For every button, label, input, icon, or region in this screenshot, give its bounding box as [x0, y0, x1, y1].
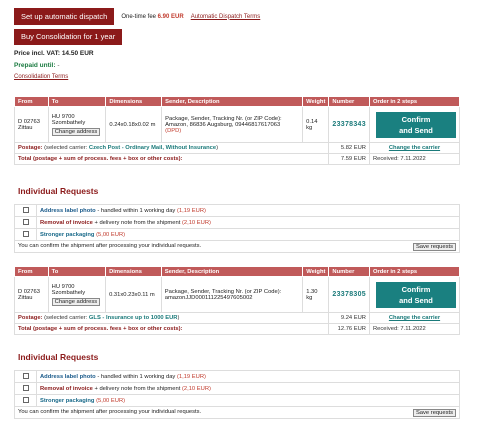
- to-cell: [48, 277, 105, 313]
- price-incl-vat: [14, 50, 94, 57]
- col-sender-description: Sender, Description: [161, 267, 302, 277]
- address-label-photo-checkbox[interactable]: [23, 207, 29, 213]
- col-from: From: [15, 97, 49, 107]
- postage-selected-label: (selected carrier:: [44, 145, 88, 151]
- carrier-name: GLS - Insurance up to 1000 EUR: [88, 315, 178, 321]
- individual-requests-title: Individual Requests: [18, 186, 99, 196]
- weight-value: 1.30: [306, 288, 318, 295]
- to-zip: HU 9700: [51, 283, 75, 290]
- from-city: Zittau: [18, 124, 33, 131]
- confirm-and-send-button[interactable]: [376, 282, 456, 308]
- requests-footer-row: [15, 241, 460, 253]
- shipment-table-1: [14, 96, 460, 165]
- request-price: (5,00 EUR): [96, 231, 126, 238]
- total-row: [15, 154, 460, 165]
- checkbox-cell: [15, 383, 37, 395]
- requests-footer: [15, 241, 460, 253]
- to-city: Szombathely: [51, 119, 86, 126]
- request-name: Removal of invoice: [40, 219, 93, 226]
- col-from: From: [15, 267, 49, 277]
- total-amount: 7.59 EUR: [329, 154, 370, 165]
- automatic-dispatch-terms-link[interactable]: Automatic Dispatch Terms: [190, 13, 261, 20]
- fee-label: One-time fee: [121, 13, 156, 20]
- description-cell: [161, 277, 302, 313]
- request-name: Address label photo: [40, 373, 96, 380]
- request-price: (1,19 EUR): [176, 373, 206, 380]
- request-text: + delivery note from the shipment: [92, 385, 182, 392]
- request-price: (1,19 EUR): [176, 207, 206, 214]
- request-name: Stronger packaging: [40, 231, 95, 238]
- stronger-packaging-checkbox[interactable]: [23, 397, 29, 403]
- col-number: Number: [329, 97, 370, 107]
- received-date: Received: 7.11.2022: [370, 154, 460, 165]
- prepaid-value: -: [57, 62, 60, 69]
- request-text: - handled within 1 working day: [95, 373, 177, 380]
- prepaid-label: Prepaid until:: [14, 62, 56, 69]
- col-dimensions: Dimensions: [106, 97, 162, 107]
- buy-consolidation-button[interactable]: Buy Consolidation for 1 year: [14, 29, 122, 45]
- confirm-label: Confirm: [401, 114, 431, 124]
- change-address-button[interactable]: Change address: [52, 128, 101, 136]
- save-requests-button[interactable]: Save requests: [413, 409, 456, 417]
- col-order: Order in 2 steps: [370, 267, 460, 277]
- shipment-table-2: [14, 266, 460, 335]
- weight-unit: kg: [306, 294, 313, 301]
- postage-cell: [15, 143, 329, 154]
- postage-row: [15, 143, 460, 154]
- price-label: Price incl. VAT:: [14, 50, 60, 57]
- requests-table-2: [14, 370, 460, 419]
- request-row: [15, 383, 460, 395]
- prepaid-until: [14, 62, 60, 69]
- order-cell: [370, 277, 460, 313]
- setup-automatic-dispatch-button[interactable]: Set up automatic dispatch: [14, 8, 114, 25]
- change-carrier-cell: [370, 313, 460, 324]
- postage-selected-label: (selected carrier:: [44, 315, 88, 321]
- request-name: Stronger packaging: [40, 397, 95, 404]
- col-dimensions: Dimensions: [106, 267, 162, 277]
- request-text: + delivery note from the shipment: [92, 219, 182, 226]
- col-to: To: [48, 267, 105, 277]
- total-label: Total (postage + sum of process. fees + box or other costs):: [15, 154, 329, 165]
- change-carrier-link[interactable]: Change the carrier: [388, 315, 441, 321]
- col-number: Number: [329, 267, 370, 277]
- col-sender-description: Sender, Description: [162, 97, 303, 107]
- change-address-button[interactable]: Change address: [52, 298, 101, 306]
- request-row: [15, 205, 460, 217]
- shipment-number: 23378343: [329, 107, 370, 143]
- requests-table-1: [14, 204, 460, 253]
- description-line-1: Package, Sender, Tracking Nr. (or ZIP Code):: [164, 288, 282, 295]
- request-row: [15, 395, 460, 407]
- postage-close: ): [177, 315, 180, 321]
- checkbox-cell: [15, 205, 37, 217]
- request-name: Address label photo: [40, 207, 96, 214]
- removal-of-invoice-checkbox[interactable]: [23, 385, 29, 391]
- send-label: and Send: [399, 295, 433, 305]
- description-line-3: (DPD): [165, 127, 182, 134]
- shipment-row: [15, 107, 460, 143]
- checkbox-cell: [15, 395, 37, 407]
- to-city: Szombathely: [51, 289, 86, 296]
- request-row: [15, 229, 460, 241]
- request-label: [37, 217, 460, 229]
- description-line-2: Amazon, 86836 Augsburg, 09446817617063: [165, 121, 281, 128]
- change-carrier-link[interactable]: Change the carrier: [388, 145, 441, 151]
- shipment-row: [15, 277, 460, 313]
- col-weight: Weight: [303, 267, 329, 277]
- request-label: [37, 229, 460, 241]
- col-weight: Weight: [303, 97, 329, 107]
- weight-unit: kg: [306, 124, 313, 131]
- price-value: 14.50 EUR: [61, 50, 94, 57]
- request-row: [15, 371, 460, 383]
- postage-cell: [15, 313, 329, 324]
- change-carrier-cell: [370, 143, 460, 154]
- checkbox-cell: [15, 217, 37, 229]
- removal-of-invoice-checkbox[interactable]: [23, 219, 29, 225]
- total-label: Total (postage + sum of process. fees + box or other costs):: [15, 324, 329, 335]
- weight-value: 0.14: [306, 118, 318, 125]
- request-name: Removal of invoice: [40, 385, 93, 392]
- requests-footer-row: [15, 407, 460, 419]
- stronger-packaging-checkbox[interactable]: [23, 231, 29, 237]
- request-label: [37, 205, 460, 217]
- weight-cell: [303, 277, 329, 313]
- shipment-number: 23378305: [329, 277, 370, 313]
- weight-cell: [303, 107, 329, 143]
- to-zip: HU 9700: [51, 113, 75, 120]
- to-cell: [48, 107, 106, 143]
- from-zip: D 02763: [18, 118, 40, 125]
- total-row: [15, 324, 460, 335]
- fee-value: 6.90 EUR: [157, 13, 184, 20]
- request-price: (2,10 EUR): [181, 219, 211, 226]
- request-row: [15, 217, 460, 229]
- request-price: (5,00 EUR): [96, 397, 126, 404]
- postage-label: Postage:: [18, 145, 43, 151]
- postage-amount: 9.24 EUR: [329, 313, 370, 324]
- one-time-fee: [121, 14, 183, 20]
- postage-amount: 5.82 EUR: [329, 143, 370, 154]
- order-cell: [370, 107, 460, 143]
- address-label-photo-checkbox[interactable]: [23, 373, 29, 379]
- request-price: (2,10 EUR): [181, 385, 211, 392]
- from-city: Zittau: [18, 294, 33, 301]
- total-amount: 12.76 EUR: [329, 324, 370, 335]
- consolidation-terms-link[interactable]: Consolidation Terms: [14, 74, 69, 80]
- received-date: Received: 7.11.2022: [370, 324, 460, 335]
- request-label: [37, 383, 460, 395]
- dispatch-row: [14, 8, 260, 25]
- postage-label: Postage:: [18, 315, 43, 321]
- description-line-2: amazonJJD000111225497605002: [164, 294, 253, 301]
- col-order: Order in 2 steps: [370, 97, 460, 107]
- from-zip: D 02763: [18, 288, 40, 295]
- carrier-name: Czech Post - Ordinary Mail, Without Insurance: [88, 145, 217, 151]
- dimensions: 0.31x0.23x0.11 m: [106, 277, 162, 313]
- checkbox-cell: [15, 229, 37, 241]
- confirm-label: Confirm: [401, 284, 431, 294]
- col-to: To: [48, 97, 106, 107]
- postage-row: [15, 313, 460, 324]
- postage-close: ): [216, 145, 219, 151]
- request-text: - handled within 1 working day: [95, 207, 177, 214]
- checkbox-cell: [15, 371, 37, 383]
- from-cell: [15, 107, 49, 143]
- request-label: [37, 371, 460, 383]
- requests-footer-text: You can confirm the shipment after processing your individual requests.: [18, 408, 202, 415]
- description-cell: [162, 107, 303, 143]
- description-line-1: Package, Sender, Tracking Nr. (or ZIP Code):: [165, 115, 282, 122]
- from-cell: [15, 277, 49, 313]
- requests-footer-text: You can confirm the shipment after processing your individual requests.: [18, 242, 202, 249]
- request-label: [37, 395, 460, 407]
- save-requests-button[interactable]: Save requests: [413, 243, 456, 251]
- requests-footer: [15, 407, 460, 419]
- send-label: and Send: [399, 125, 433, 135]
- confirm-and-send-button[interactable]: [376, 112, 456, 138]
- dimensions: 0.24x0.18x0.02 m: [106, 107, 162, 143]
- individual-requests-title: Individual Requests: [18, 352, 99, 362]
